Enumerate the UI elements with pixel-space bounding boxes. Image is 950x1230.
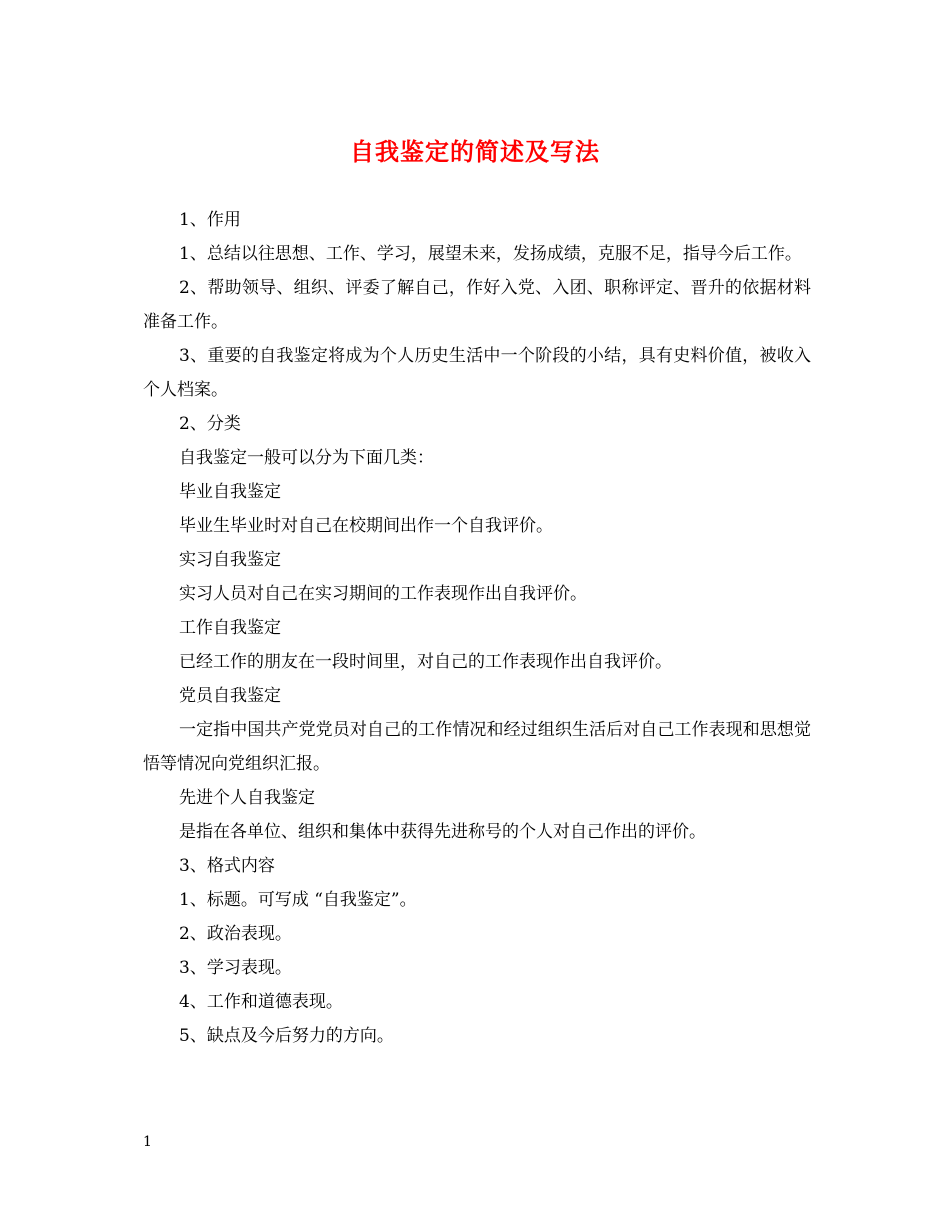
- paragraph-graduation: 毕业生毕业时对自己在校期间出作一个自我评价。: [179, 516, 553, 536]
- document-title: 自我鉴定的简述及写法: [350, 137, 600, 166]
- section-heading-category: 2、分类: [179, 414, 241, 434]
- page-number: 1: [143, 1134, 152, 1150]
- paragraph-internship: 实习人员对自己在实习期间的工作表现作出自我评价。: [179, 584, 587, 604]
- paragraph-party-member: 一定指中国共产党党员对自己的工作情况和经过组织生活后对自己工作表现和思想觉悟等情况向党组织汇报。: [143, 720, 811, 774]
- subheading-advanced-individual: 先进个人自我鉴定: [179, 788, 315, 808]
- section-heading-format: 3、格式内容: [179, 856, 275, 876]
- paragraph-function-1: 1、总结以往思想、工作、学习，展望未来，发扬成绩，克服不足，指导今后工作。: [179, 244, 802, 264]
- paragraph-function-2: 2、帮助领导、组织、评委了解自己，作好入党、入团、职称评定、晋升的依据材料准备工作。: [143, 278, 811, 332]
- document-body: [143, 203, 811, 1053]
- section-heading-function: 1、作用: [179, 210, 241, 230]
- format-item-2: 2、政治表现。: [179, 924, 292, 944]
- paragraph-advanced-individual: 是指在各单位、组织和集体中获得先进称号的个人对自己作出的评价。: [179, 822, 706, 842]
- paragraph-work: 已经工作的朋友在一段时间里，对自己的工作表现作出自我评价。: [179, 652, 672, 672]
- subheading-work: 工作自我鉴定: [179, 618, 281, 638]
- subheading-internship: 实习自我鉴定: [179, 550, 281, 570]
- format-item-1: 1、标题。可写成 “自我鉴定”。: [179, 890, 417, 910]
- paragraph-category-intro: 自我鉴定一般可以分为下面几类：: [179, 448, 434, 468]
- format-item-4: 4、工作和道德表现。: [179, 992, 343, 1012]
- format-item-5: 5、缺点及今后努力的方向。: [179, 1026, 394, 1046]
- subheading-graduation: 毕业自我鉴定: [179, 482, 281, 502]
- paragraph-function-3: 3、重要的自我鉴定将成为个人历史生活中一个阶段的小结，具有史料价值，被收入个人档案。: [143, 346, 811, 400]
- format-item-3: 3、学习表现。: [179, 958, 292, 978]
- subheading-party-member: 党员自我鉴定: [179, 686, 281, 706]
